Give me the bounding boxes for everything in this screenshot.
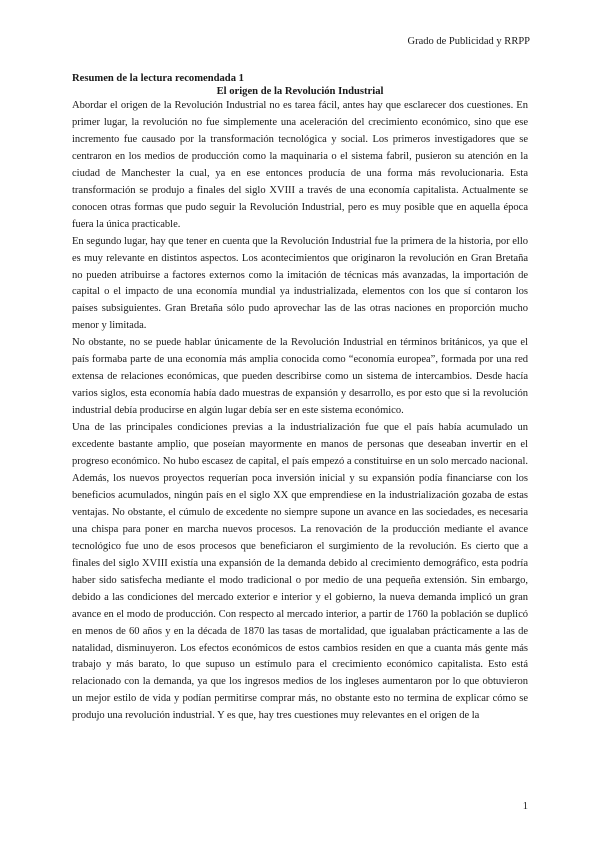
page-number: 1 xyxy=(522,801,528,812)
document-body xyxy=(72,72,528,725)
paragraph: Una de las principales condiciones previas a la industrialización fue que el país había acumulado un excedente bastante amplio, que poseían mayormente en manos de personas que deseaban invertir en el progreso económico. No hubo escasez de capital, el país empezó a constituirse en un solo mercado nacional. Además, los nuevos proyectos requerían poca inversión inicial y su expansión podía financiarse con los beneficios acumulados, ningún país en el siglo XX que emprendiese en la industrialización gozaba de estas ventajas. No obstante, el cúmulo de excedente no siempre supone un avance en las sociedades, es necesaria una chispa para poner en marcha nuevos procesos. La renovación de la producción mediante el avance tecnológico fue uno de esos procesos que beneficiaron el surgimiento de la revolución. Es cierto que a finales del siglo XVIII existía una expansión de la demanda debido al crecimiento demográfico, esta podría haber sido satisfecha mediante el modo tradicional o por medio de una pequeña extensión. Sin embargo, debido a las condiciones del mercado exterior e interior y el gobierno, la nueva demanda implicó un gran avance en el modo de producción. Con respecto al mercado interior, a partir de 1760 la población se duplicó en menos de 60 años y en la década de 1870 las tasas de mortalidad, que igualaban prácticamente a las de natalidad, disminuyeron. Los efectos económicos de estos cambios residen en que a cuanta más gente más trabajo y más barato, lo que supuso un estímulo para el crecimiento económico capitalista. Esto está relacionado con la demanda, ya que los ingresos medios de los ingleses aumentaron por lo que obtuvieron un mejor estilo de vida y podían permitirse comprar más, no obstante esto no termina de explicar cómo se produjo una revolución industrial. Y es que, hay tres cuestiones muy relevantes en el origen de la xyxy=(72,422,528,722)
page-header: Grado de Publicidad y RRPP xyxy=(407,36,530,47)
summary-title: Resumen de la lectura recomendada 1 xyxy=(72,73,244,84)
paragraph: Abordar el origen de la Revolución Industrial no es tarea fácil, antes hay que esclarecer dos cuestiones. En primer lugar, la revolución no fue simplemente una aceleración del crecimiento económico, sino que ese incremento fue causado por la transformación tecnológica y social. Los primeros investigadores que se centraron en los medios de producción como la maquinaria o el sistema fabril, pusieron su atención en la ciudad de Manchester la cual, ya en ese entonces producía de una forma más revolucionaria. Esta transformación se produjo a finales del siglo XVIII a través de una economía capitalista. Actualmente se conocen otras formas que pudo seguir la Revolución Industrial, pero es muy posible que en aquella época fuera la única practicable. xyxy=(72,100,528,230)
document-title: El origen de la Revolución Industrial xyxy=(216,86,384,97)
paragraph: En segundo lugar, hay que tener en cuenta que la Revolución Industrial fue la primera de la historia, por ello es muy relevante en distintos aspectos. Los acontecimientos que originaron la revolución en Gran Bretaña no pueden atribuirse a factores externos como la imitación de técnicas más avanzadas, la importación de capital o el impacto de una economía mundial ya industrializada, elementos con los que sí contaron los países subsiguientes. Gran Bretaña sólo pudo aprovechar las de las otras naciones en proporción mucho menor y limitada. xyxy=(72,235,528,332)
paragraph: No obstante, no se puede hablar únicamente de la Revolución Industrial en términos británicos, ya que el país formaba parte de una economía más amplia conocida como “economía europea”, formada por una red extensa de relaciones económicas, que pueden describirse como un sistema de intercambios. Desde hacía varios siglos, esta economía había dado muestras de expansión y desarrollo, es por esto que si la revolución industrial debía producirse en algún lugar debía ser en este sistema económico. xyxy=(72,337,528,417)
